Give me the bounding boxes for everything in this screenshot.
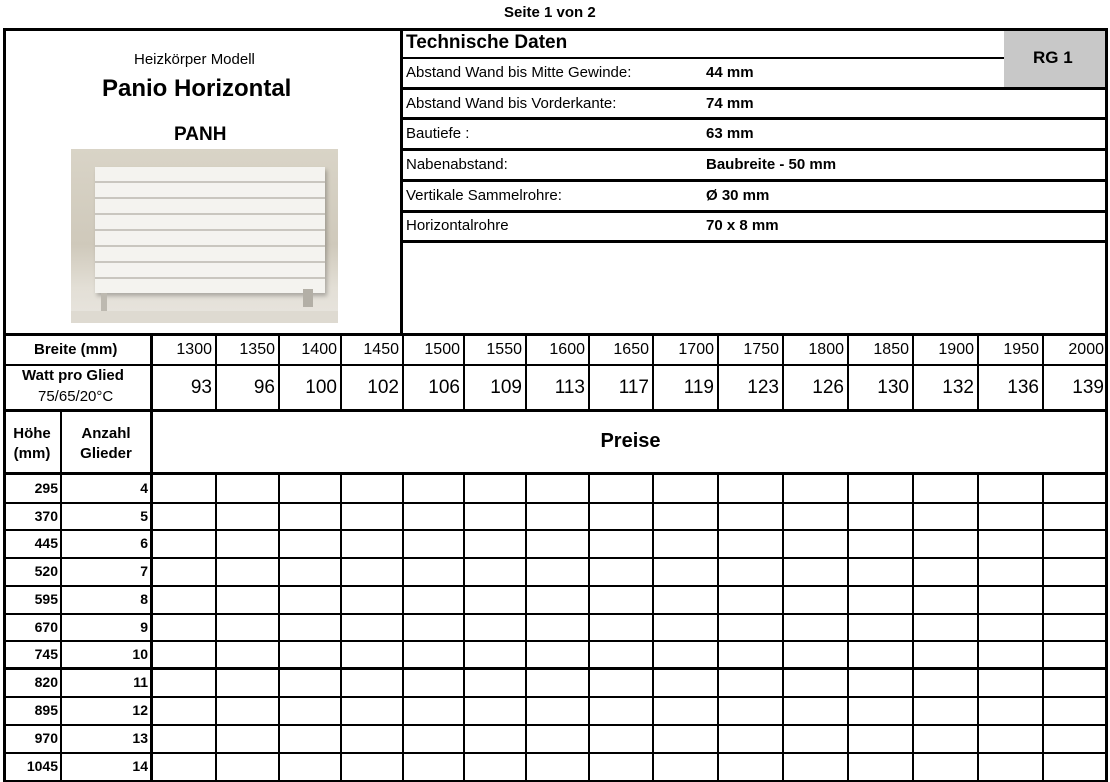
glieder-cell: 4 xyxy=(140,480,148,496)
width-cell: 1900 xyxy=(938,341,974,358)
model-code: PANH xyxy=(174,124,227,145)
watt-cell: 119 xyxy=(683,377,714,398)
watt-cell: 132 xyxy=(942,377,974,398)
glieder-cell: 10 xyxy=(132,646,148,662)
width-cell: 1400 xyxy=(301,341,337,358)
width-cell: 1800 xyxy=(808,341,844,358)
glieder-cell: 12 xyxy=(132,702,148,718)
column-divider xyxy=(652,475,654,781)
model-name: Panio Horizontal xyxy=(102,75,292,102)
height-cell: 445 xyxy=(34,535,58,551)
height-cell: 670 xyxy=(34,619,58,635)
width-cell: 1650 xyxy=(613,341,649,358)
width-cell: 1500 xyxy=(424,341,460,358)
width-cell: 1450 xyxy=(363,341,399,358)
tech-value-horizontalrohre: 70 x 8 mm xyxy=(706,217,779,234)
watt-cell: 96 xyxy=(253,377,275,398)
row-divider xyxy=(3,752,1108,754)
row-divider xyxy=(3,557,1108,559)
watt-cell: 93 xyxy=(190,377,212,398)
width-cell: 1850 xyxy=(873,341,909,358)
watt-cell: 113 xyxy=(554,377,585,398)
page-number: Seite 1 von 2 xyxy=(504,4,596,21)
tech-label-wand-gewinde: Abstand Wand bis Mitte Gewinde: xyxy=(406,64,632,81)
row-divider xyxy=(3,529,1108,531)
column-divider xyxy=(525,475,527,781)
tech-label-sammelrohre: Vertikale Sammelrohre: xyxy=(406,187,562,204)
tech-title: Technische Daten xyxy=(406,32,568,53)
radiator-body xyxy=(95,167,325,293)
row-divider xyxy=(3,613,1108,615)
width-cell: 1300 xyxy=(176,341,212,358)
watt-cell: 136 xyxy=(1007,377,1039,398)
watt-cell: 102 xyxy=(367,377,399,398)
column-divider xyxy=(1042,475,1044,781)
column-divider xyxy=(782,475,784,781)
tech-label-horizontalrohre: Horizontalrohre xyxy=(406,217,509,234)
column-divider xyxy=(278,475,280,781)
width-cell: 2000 xyxy=(1068,341,1104,358)
radiator-photo-icon xyxy=(71,149,338,323)
glieder-cell: 9 xyxy=(140,619,148,635)
watt-cell: 100 xyxy=(305,377,337,398)
tech-value-nabenabstand: Baubreite - 50 mm xyxy=(706,156,837,173)
tech-label-nabenabstand: Nabenabstand: xyxy=(406,156,508,173)
column-divider xyxy=(717,475,719,781)
column-divider xyxy=(847,475,849,781)
row-divider xyxy=(3,585,1108,587)
anzahl-label: Anzahl xyxy=(81,425,131,442)
height-cell: 970 xyxy=(34,730,58,746)
glieder-cell: 7 xyxy=(140,563,148,579)
hoehe-label: Höhe xyxy=(13,425,51,442)
column-divider xyxy=(340,475,342,781)
height-cell: 520 xyxy=(34,563,58,579)
watt-cell: 123 xyxy=(747,377,779,398)
glieder-cell: 6 xyxy=(140,535,148,551)
column-divider xyxy=(402,475,404,781)
glieder-cell: 11 xyxy=(133,674,148,690)
watt-condition: 75/65/20°C xyxy=(38,388,114,405)
watt-cell: 117 xyxy=(618,377,649,398)
width-cell: 1550 xyxy=(486,341,522,358)
tech-value-wand-gewinde: 44 mm xyxy=(706,64,754,81)
width-cell: 1950 xyxy=(1003,341,1039,358)
column-divider xyxy=(977,475,979,781)
model-caption: Heizkörper Modell xyxy=(134,51,255,68)
watt-cell: 106 xyxy=(428,377,460,398)
column-divider xyxy=(912,475,914,781)
watt-label: Watt pro Glied xyxy=(22,367,124,384)
height-cell: 1045 xyxy=(26,758,58,774)
column-divider xyxy=(215,475,217,781)
width-cell: 1600 xyxy=(549,341,585,358)
height-cell: 595 xyxy=(34,591,58,607)
row-divider xyxy=(3,724,1108,726)
rg-badge-label: RG 1 xyxy=(1033,48,1073,67)
height-cell: 820 xyxy=(34,674,58,690)
glieder-cell: 5 xyxy=(140,508,148,524)
row-divider xyxy=(3,502,1108,504)
preise-label: Preise xyxy=(600,430,661,452)
height-cell: 745 xyxy=(34,646,58,662)
row-divider xyxy=(3,667,1108,670)
tech-value-wand-vorderkante: 74 mm xyxy=(706,95,754,112)
tech-label-bautiefe: Bautiefe : xyxy=(406,125,470,142)
width-cell: 1750 xyxy=(743,341,779,358)
tech-label-wand-vorderkante: Abstand Wand bis Vorderkante: xyxy=(406,95,617,112)
width-cell: 1350 xyxy=(239,341,275,358)
height-cell: 370 xyxy=(34,508,58,524)
glieder-label: Glieder xyxy=(80,445,132,462)
hoehe-unit: (mm) xyxy=(13,445,51,462)
watt-cell: 126 xyxy=(812,377,844,398)
breite-label: Breite (mm) xyxy=(34,341,118,358)
column-divider xyxy=(588,475,590,781)
height-cell: 295 xyxy=(34,480,58,496)
watt-cell: 109 xyxy=(490,377,522,398)
width-cell: 1700 xyxy=(678,341,714,358)
row-divider xyxy=(3,696,1108,698)
watt-cell: 139 xyxy=(1072,377,1104,398)
glieder-cell: 14 xyxy=(132,758,148,774)
glieder-cell: 8 xyxy=(140,591,148,607)
column-divider xyxy=(463,475,465,781)
tech-value-bautiefe: 63 mm xyxy=(706,125,754,142)
glieder-cell: 13 xyxy=(132,730,148,746)
row-divider xyxy=(3,640,1108,642)
watt-cell: 130 xyxy=(877,377,909,398)
tech-value-sammelrohre: Ø 30 mm xyxy=(706,187,770,204)
height-cell: 895 xyxy=(34,702,58,718)
